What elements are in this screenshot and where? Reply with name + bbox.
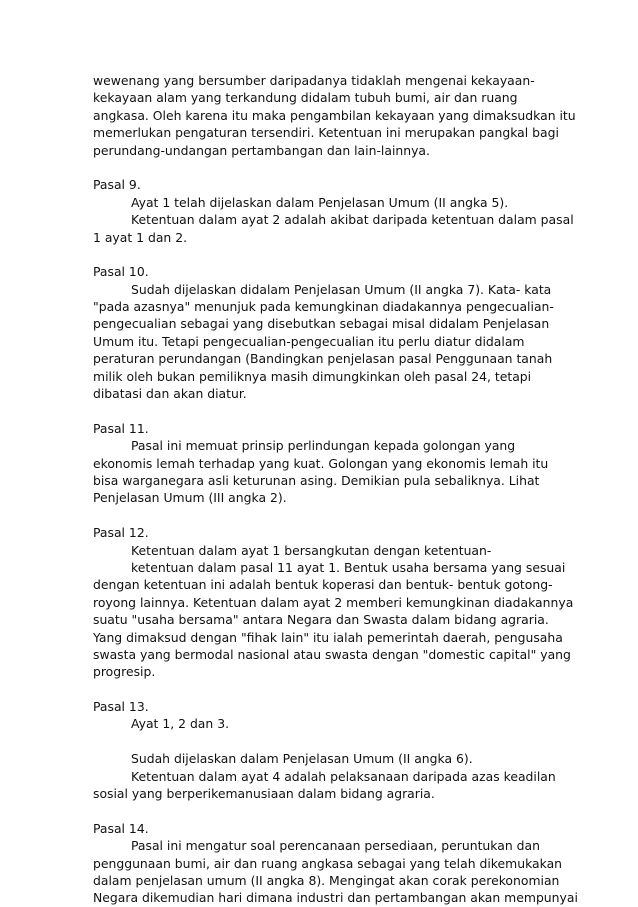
text-line: ketentuan dalam pasal 11 ayat 1. Bentuk usaha bersama yang sesuai bbox=[131, 559, 566, 575]
text-line: "pada azasnya" menunjuk pada kemungkinan diadakannya pengecualian- bbox=[93, 299, 554, 315]
section bbox=[93, 820, 578, 907]
section-gap bbox=[93, 246, 553, 263]
section-heading: Pasal 11. bbox=[93, 420, 149, 436]
section-gap bbox=[93, 402, 553, 419]
text-line: 1 ayat 1 dan 2. bbox=[93, 229, 188, 245]
text-line: Sudah dijelaskan dalam Penjelasan Umum (II angka 6). bbox=[131, 751, 473, 767]
text-line: pengecualian sebagai yang disebutkan sebagai misal didalam Penjelasan bbox=[93, 316, 550, 332]
section bbox=[93, 263, 553, 402]
text-line: Penjelasan Umum (III angka 2). bbox=[93, 490, 287, 506]
section-heading: Pasal 9. bbox=[93, 177, 141, 193]
text-line: Sudah dijelaskan didalam Penjelasan Umum (II angka 7). Kata- kata bbox=[131, 281, 552, 297]
section-heading: Pasal 12. bbox=[93, 525, 149, 541]
section bbox=[93, 420, 553, 507]
text-line: Yang dimaksud dengan "fihak lain" itu ialah pemerintah daerah, pengusaha bbox=[93, 629, 563, 645]
text-line: sosial yang berperikemanusiaan dalam bidang agraria. bbox=[93, 786, 435, 802]
section bbox=[93, 176, 574, 246]
text-line: Negara dikemudian hari dimana industri dan pertambangan akan mempunyai bbox=[93, 890, 578, 906]
text-line: wewenang yang bersumber daripadanya tidaklah mengenai kekayaan- bbox=[93, 73, 535, 88]
text-line: peraturan perundangan (Bandingkan penjelasan pasal Penggunaan tanah bbox=[93, 351, 553, 367]
text-line: Umum itu. Tetapi pengecualian-pengecualian itu perlu diatur didalam bbox=[93, 333, 525, 349]
section-heading: Pasal 13. bbox=[93, 699, 149, 715]
text-line: Ayat 1, 2 dan 3. bbox=[131, 716, 230, 732]
text-line: kekayaan alam yang terkandung didalam tubuh bumi, air dan ruang bbox=[93, 90, 518, 106]
text-line: angkasa. Oleh karena itu maka pengambilan kekayaan yang dimaksudkan itu bbox=[93, 107, 576, 123]
text-line: dengan ketentuan ini adalah bentuk koperasi dan bentuk- bentuk gotong- bbox=[93, 577, 553, 593]
text-line bbox=[93, 733, 553, 750]
text-line: dibatasi dan akan diatur. bbox=[93, 386, 247, 402]
text-line: royong lainnya. Ketentuan dalam ayat 2 memberi kemungkinan diadakannya bbox=[93, 594, 574, 610]
section bbox=[93, 524, 574, 681]
section-gap bbox=[93, 507, 553, 524]
text-line: ekonomis lemah terhadap yang kuat. Golongan yang ekonomis lemah itu bbox=[93, 455, 549, 471]
section bbox=[93, 698, 556, 802]
text-line: suatu "usaha bersama" antara Negara dan Swasta dalam bidang agraria. bbox=[93, 612, 549, 628]
text-line: memerlukan pengaturan tersendiri. Ketentuan ini merupakan pangkal bagi bbox=[93, 125, 559, 141]
section-gap bbox=[93, 802, 553, 819]
intro-paragraph bbox=[93, 72, 576, 159]
text-line: Ketentuan dalam ayat 1 bersangkutan dengan ketentuan- bbox=[131, 542, 492, 558]
text-line: dalam penjelasan umum (II angka 8). Mengingat akan corak perekonomian bbox=[93, 872, 560, 888]
document-body bbox=[93, 72, 578, 907]
text-line: swasta yang bermodal nasional atau swasta dengan "domestic capital" yang bbox=[93, 646, 571, 662]
text-line: Ayat 1 telah dijelaskan dalam Penjelasan Umum (II angka 5). bbox=[131, 194, 509, 210]
section-heading: Pasal 14. bbox=[93, 820, 149, 836]
text-line: milik oleh bukan pemiliknya masih dimungkinkan oleh pasal 24, tetapi bbox=[93, 368, 532, 384]
text-line: perundang-undangan pertambangan dan lain-lainnya. bbox=[93, 142, 430, 158]
text-line: Ketentuan dalam ayat 2 adalah akibat daripada ketentuan dalam pasal bbox=[131, 212, 574, 228]
text-line: Pasal ini memuat prinsip perlindungan kepada golongan yang bbox=[131, 438, 516, 454]
text-line: bisa warganegara asli keturunan asing. Demikian pula sebaliknya. Lihat bbox=[93, 472, 540, 488]
section-heading: Pasal 10. bbox=[93, 264, 149, 280]
text-line: progresip. bbox=[93, 664, 156, 680]
text-line: penggunaan bumi, air dan ruang angkasa sebagai yang telah dikemukakan bbox=[93, 855, 563, 871]
text-line: Ketentuan dalam ayat 4 adalah pelaksanaan daripada azas keadilan bbox=[131, 768, 556, 784]
section-gap bbox=[93, 681, 553, 698]
text-line: Pasal ini mengatur soal perencanaan persediaan, peruntukan dan bbox=[131, 838, 540, 854]
section-gap bbox=[93, 159, 553, 176]
sections bbox=[93, 159, 578, 907]
